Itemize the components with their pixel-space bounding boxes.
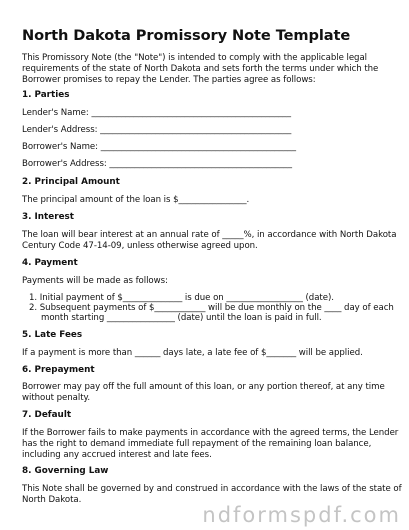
principal-text: The principal amount of the loan is $________________. xyxy=(22,195,250,205)
interest-line: The loan will bear interest at an annual rate of _____%, in accordance with North Dakota xyxy=(22,230,397,240)
section-heading-payment: 4. Payment xyxy=(22,258,78,268)
prepayment-line: Borrower may pay off the full amount of this loan, or any portion thereof, at any time xyxy=(22,382,385,392)
default-line: including any accrued interest and late fees. xyxy=(22,450,212,460)
governing-law-line: This Note shall be governed by and construed in accordance with the laws of the state of xyxy=(22,484,402,494)
payment-item-continued: month starting ________________ (date) until the loan is paid in full. xyxy=(41,313,322,323)
borrower-name-field: Borrower's Name: ______________________________________________ xyxy=(22,142,297,152)
late-fees-text: If a payment is more than ______ days late, a late fee of $_______ will be applied. xyxy=(22,348,363,358)
governing-law-line: North Dakota. xyxy=(22,495,82,505)
section-heading-prepayment: 6. Prepayment xyxy=(22,365,95,375)
default-line: has the right to demand immediate full repayment of the remaining loan balance, xyxy=(22,439,372,449)
interest-line: Century Code 47-14-09, unless otherwise agreed upon. xyxy=(22,241,258,251)
payment-item: 2. Subsequent payments of $____________ will be due monthly on the ____ day of each xyxy=(29,303,394,313)
default-line: If the Borrower fails to make payments in accordance with the agreed terms, the Lender xyxy=(22,428,399,438)
payment-item: 1. Initial payment of $______________ is due on __________________ (date). xyxy=(29,293,334,303)
section-heading-governing-law: 8. Governing Law xyxy=(22,466,109,476)
document-title: North Dakota Promissory Note Template xyxy=(22,27,351,44)
lender-address-field: Lender's Address: _____________________________________________ xyxy=(22,125,292,135)
section-heading-late-fees: 5. Late Fees xyxy=(22,330,83,340)
prepayment-line: without penalty. xyxy=(22,393,91,403)
section-heading-principal: 2. Principal Amount xyxy=(22,177,120,187)
borrower-address-field: Borrower's Address: ___________________________________________ xyxy=(22,159,293,169)
section-heading-parties: 1. Parties xyxy=(22,90,70,100)
lender-name-field: Lender's Name: _______________________________________________ xyxy=(22,108,292,118)
section-heading-default: 7. Default xyxy=(22,410,72,420)
payment-text: Payments will be made as follows: xyxy=(22,276,168,286)
section-heading-interest: 3. Interest xyxy=(22,212,74,222)
site-watermark: ndformspdf.com xyxy=(202,503,401,527)
intro-line: Borrower promises to repay the Lender. The parties agree as follows: xyxy=(22,75,316,85)
intro-line: This Promissory Note (the "Note") is intended to comply with the applicable legal xyxy=(22,53,368,63)
intro-line: requirements of the state of North Dakota and sets forth the terms under which the xyxy=(22,64,379,74)
